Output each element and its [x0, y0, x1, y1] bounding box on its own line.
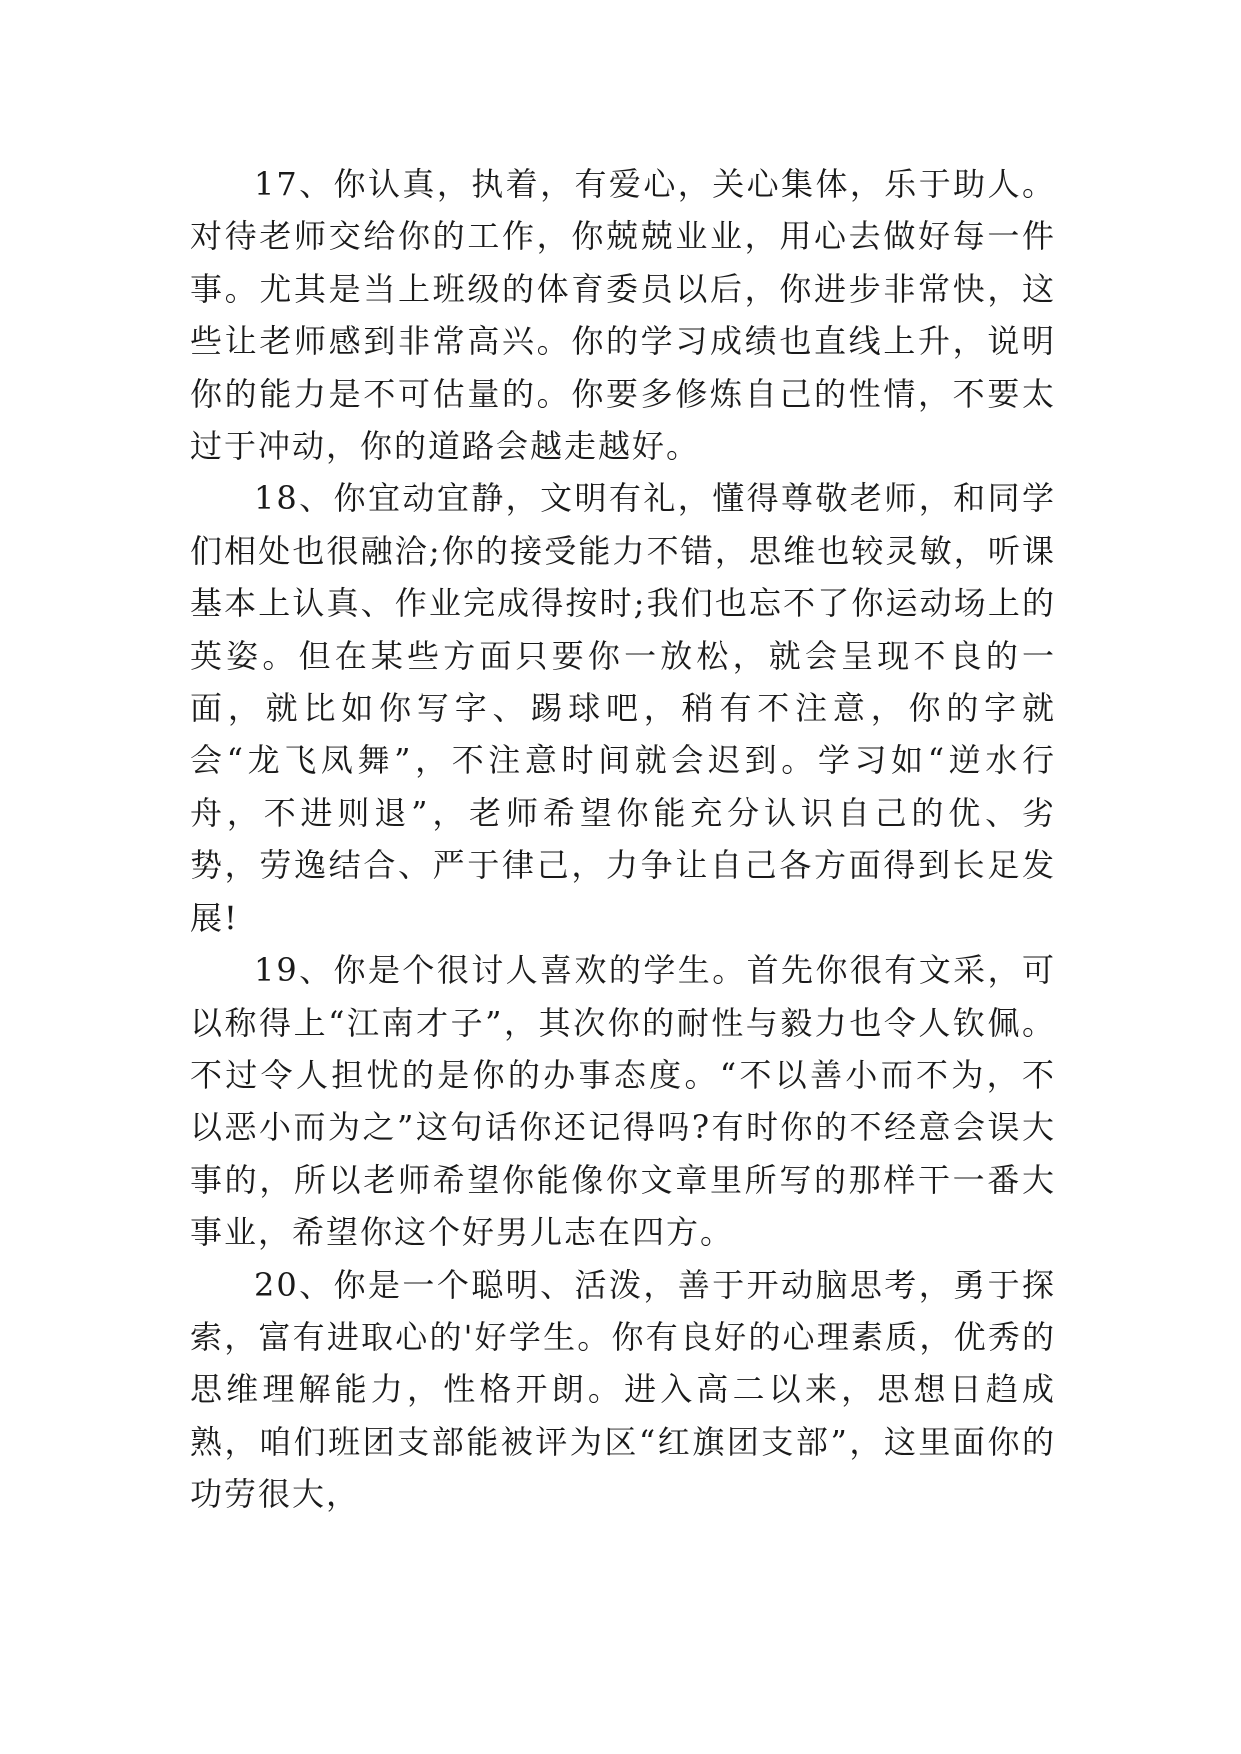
document-body [190, 158, 1056, 1521]
paragraph-17: 17、你认真，执着，有爱心，关心集体，乐于助人。对待老师交给你的工作，你兢兢业业，用心去做好每一件事。尤其是当上班级的体育委员以后，你进步非常快，这些让老师感到非常高兴。你的学习成绩也直线上升，说明你的能力是不可估量的。你要多修炼自己的性情，不要太过于冲动，你的道路会越走越好。 [190, 165, 1056, 466]
paragraph-18: 18、你宜动宜静，文明有礼，懂得尊敬老师，和同学们相处也很融洽;你的接受能力不错，思维也较灵敏，听课基本上认真、作业完成得按时;我们也忘不了你运动场上的英姿。但在某些方面只要你一放松，就会呈现不良的一面，就比如你写字、踢球吧，稍有不注意，你的字就会“龙飞凤舞”，不注意时间就会迟到。学习如“逆水行舟，不进则退”，老师希望你能充分认识自己的优、劣势，劳逸结合、严于律己，力争让自己各方面得到长足发展! [190, 479, 1056, 937]
paragraph-19: 19、你是个很讨人喜欢的学生。首先你很有文采，可以称得上“江南才子”，其次你的耐性与毅力也令人钦佩。不过令人担忧的是你的办事态度。“不以善小而不为，不以恶小而为之”这句话你还记得吗?有时你的不经意会误大事的，所以老师希望你能像你文章里所写的那样干一番大事业，希望你这个好男儿志在四方。 [190, 951, 1056, 1252]
paragraph-20: 20、你是一个聪明、活泼，善于开动脑思考，勇于探索，富有进取心的'好学生。你有良好的心理素质，优秀的思维理解能力，性格开朗。进入高二以来，思想日趋成熟，咱们班团支部能被评为区“红旗团支部”，这里面你的功劳很大， [190, 1265, 1056, 1514]
